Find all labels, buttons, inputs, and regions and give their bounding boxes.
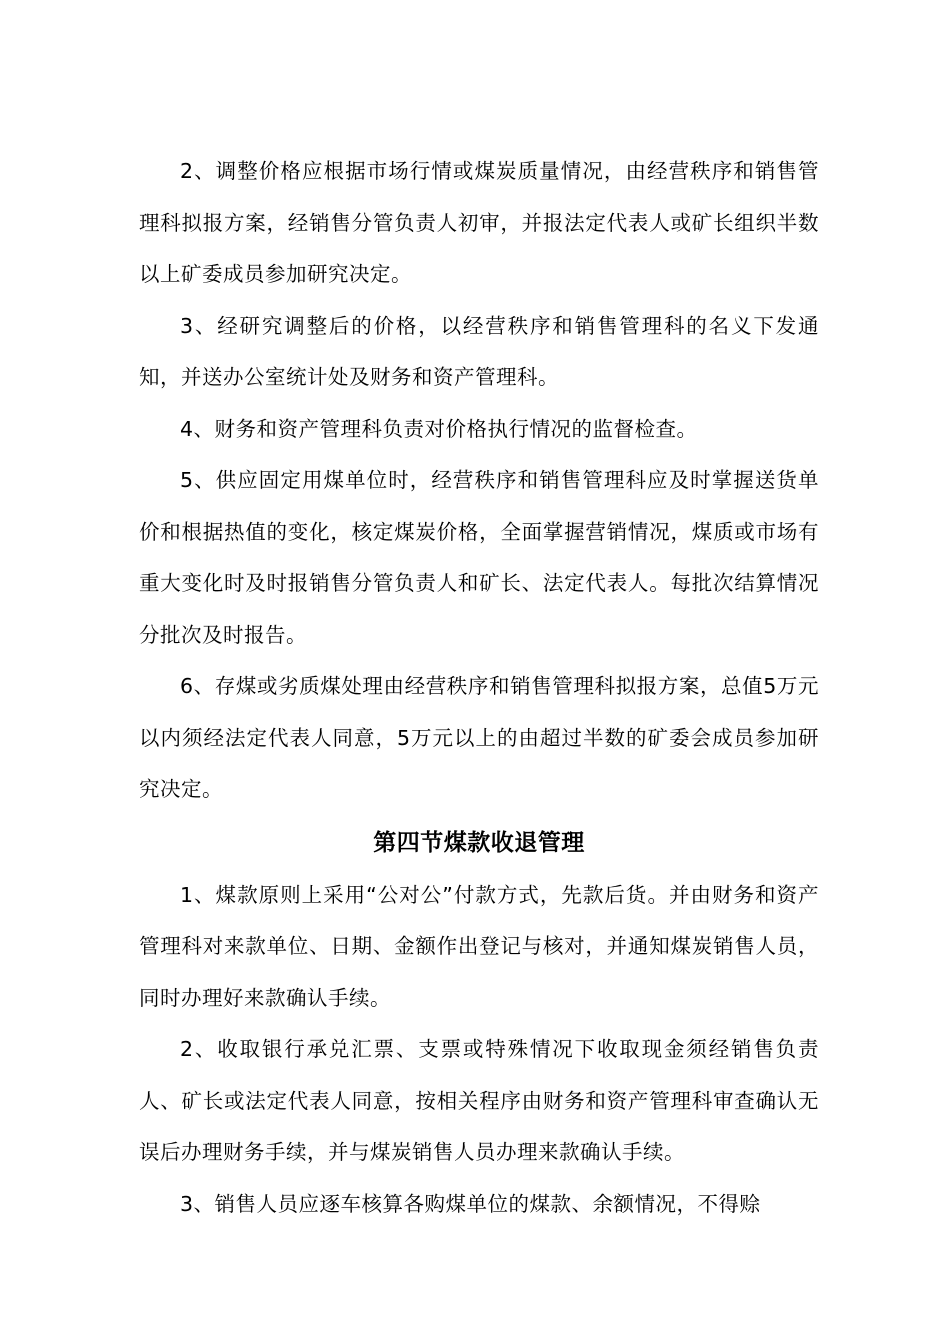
paragraph-item-2-price-adjustment: 2、调整价格应根据市场行情或煤炭质量情况，由经营秩序和销售管理科拟报方案，经销售分管负责人初审，并报法定代表人或矿长组织半数以上矿委成员参加研究决定。 xyxy=(139,159,819,286)
paragraph-item-6-stock-coal: 6、存煤或劣质煤处理由经营秩序和销售管理科拟报方案，总值5万元以内须经法定代表人同意，5万元以上的由超过半数的矿委会成员参加研究决定。 xyxy=(139,674,819,801)
paragraph-item-1-payment-method: 1、煤款原则上采用“公对公”付款方式，先款后货。并由财务和资产管理科对来款单位、日期、金额作出登记与核对，并通知煤炭销售人员，同时办理好来款确认手续。 xyxy=(139,882,819,1010)
paragraph-item-3-price-notice: 3、经研究调整后的价格，以经营秩序和销售管理科的名义下发通知，并送办公室统计处及财务和资产管理科。 xyxy=(139,313,819,389)
document-body xyxy=(139,146,819,1230)
paragraph-item-2-bank-acceptance: 2、收取银行承兑汇票、支票或特殊情况下收取现金须经销售负责人、矿长或法定代表人同意，按相关程序由财务和资产管理科审查确认无误后办理财务手续，并与煤炭销售人员办理来款确认手续。 xyxy=(139,1037,819,1164)
section-heading: 第四节煤款收退管理 xyxy=(373,829,585,856)
paragraph-item-3-sales-accounting: 3、销售人员应逐车核算各购煤单位的煤款、余额情况，不得赊 xyxy=(180,1191,761,1216)
paragraph-item-5-fixed-supply: 5、供应固定用煤单位时，经营秩序和销售管理科应及时掌握送货单价和根据热值的变化，核定煤炭价格，全面掌握营销情况，煤质或市场有重大变化时及时报销售分管负责人和矿长、法定代表人。每批次结算情况分批次及时报告。 xyxy=(139,468,819,647)
paragraph-item-4-price-supervision: 4、财务和资产管理科负责对价格执行情况的监督检查。 xyxy=(180,416,698,441)
